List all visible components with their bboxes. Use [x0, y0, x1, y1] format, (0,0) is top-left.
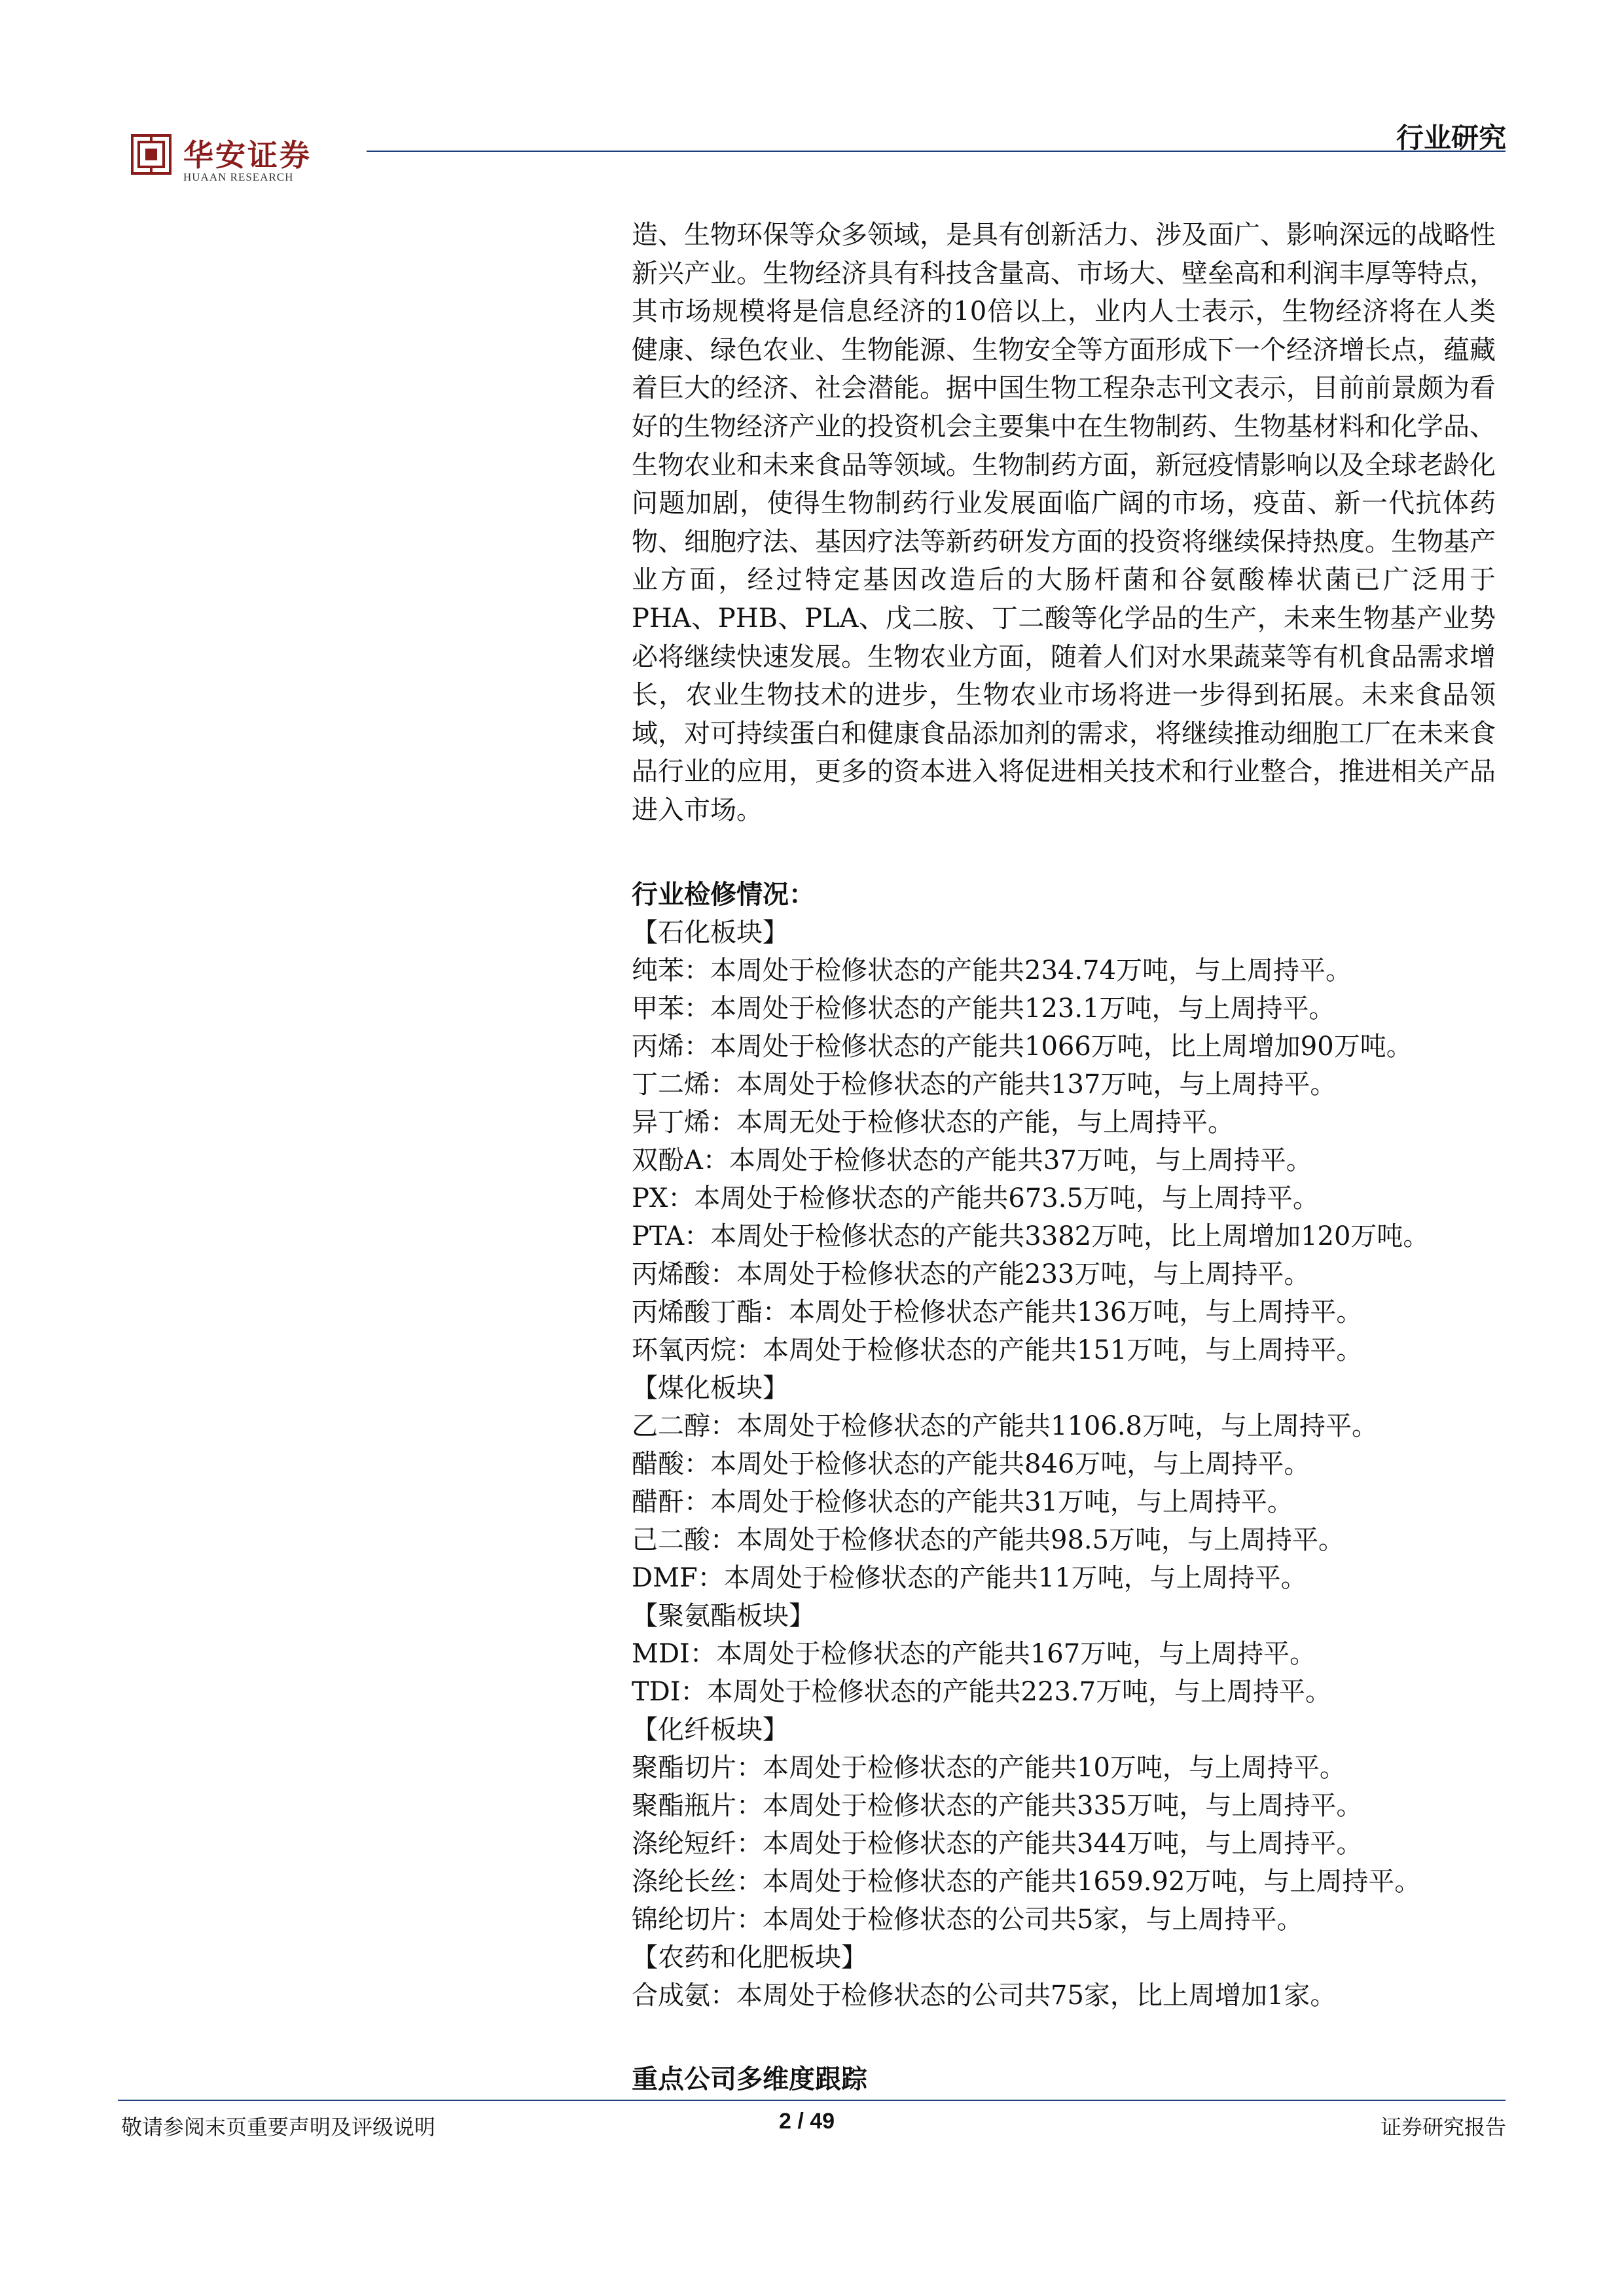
category-label: 【煤化板块】 — [632, 1372, 789, 1403]
footer-divider — [118, 2100, 1506, 2101]
maintenance-sections — [632, 914, 1496, 2015]
list-item: 己二酸：本周处于检修状态的产能共98.5万吨，与上周持平。 — [632, 1524, 1345, 1555]
category-label: 【农药和化肥板块】 — [632, 1942, 867, 1973]
list-item: 异丁烯：本周无处于检修状态的产能，与上周持平。 — [632, 1107, 1234, 1138]
category-label: 【聚氨酯板块】 — [632, 1600, 815, 1631]
key-companies-heading: 重点公司多维度跟踪 — [632, 2063, 867, 2094]
list-item: 双酚A：本周处于检修状态的产能共37万吨，与上周持平。 — [632, 1145, 1312, 1175]
list-item: 涤纶短纤：本周处于检修状态的产能共344万吨，与上周持平。 — [632, 1828, 1363, 1859]
list-item: PTA：本周处于检修状态的产能共3382万吨，比上周增加120万吨。 — [632, 1221, 1430, 1251]
category-label: 【化纤板块】 — [632, 1714, 789, 1745]
list-item: TDI：本周处于检修状态的产能共223.7万吨，与上周持平。 — [632, 1676, 1332, 1707]
footer-report-type: 证券研究报告 — [1380, 2115, 1506, 2140]
logo-seal-icon — [131, 134, 171, 175]
footer-disclaimer: 敬请参阅末页重要声明及评级说明 — [121, 2115, 436, 2140]
list-item: PX：本周处于检修状态的产能共673.5万吨，与上周持平。 — [632, 1183, 1319, 1213]
list-item: 丙烯：本周处于检修状态的产能共1066万吨，比上周增加90万吨。 — [632, 1031, 1413, 1062]
list-item: MDI：本周处于检修状态的产能共167万吨，与上周持平。 — [632, 1638, 1316, 1669]
list-item: 涤纶长丝：本周处于检修状态的产能共1659.92万吨，与上周持平。 — [632, 1866, 1421, 1897]
list-item: 丁二烯：本周处于检修状态的产能共137万吨，与上周持平。 — [632, 1069, 1337, 1100]
list-item: 聚酯切片：本周处于检修状态的产能共10万吨，与上周持平。 — [632, 1752, 1346, 1783]
logo-english-name: HUAAN RESEARCH — [183, 171, 294, 183]
header-divider — [367, 151, 1506, 152]
list-item: 合成氨：本周处于检修状态的公司共75家，比上周增加1家。 — [632, 1980, 1337, 2011]
list-item: 醋酐：本周处于检修状态的产能共31万吨，与上周持平。 — [632, 1486, 1293, 1517]
page-number: 2 / 49 — [779, 2109, 835, 2134]
maintenance-heading: 行业检修情况： — [632, 878, 815, 910]
list-item: 环氧丙烷：本周处于检修状态的产能共151万吨，与上周持平。 — [632, 1335, 1363, 1365]
company-logo — [131, 134, 327, 193]
list-item: DMF：本周处于检修状态的产能共11万吨，与上周持平。 — [632, 1562, 1307, 1593]
list-item: 纯苯：本周处于检修状态的产能共234.74万吨，与上周持平。 — [632, 955, 1352, 986]
intro-paragraph: 造、生物环保等众多领域，是具有创新活力、涉及面广、影响深远的战略性新兴产业。生物经济具有科技含量高、市场大、壁垒高和利润丰厚等特点，其市场规模将是信息经济的10倍以上，业内人士表示，生物经济将在人类健康、绿色农业、生物能源、生物安全等方面形成下一个经济增长点，蕴藏着巨大的经济、社会潜能。据中国生物工程杂志刊文表示，目前前景颇为看好的生物经济产业的投资机会主要集中在生物制药、生物基材料和化学品、生物农业和未来食品等领域。生物制药方面，新冠疫情影响以及全球老龄化问题加剧，使得生物制药行业发展面临广阔的市场，疫苗、新一代抗体药物、细胞疗法、基因疗法等新药研发方面的投资将继续保持热度。生物基产业方面，经过特定基因改造后的大肠杆菌和谷氨酸棒状菌已广泛用于PHA、PHB、PLA、戊二胺、丁二酸等化学品的生产，未来生物基产业势必将继续快速发展。生物农业方面，随着人们对水果蔬菜等有机食品需求增长，农业生物技术的进步，生物农业市场将进一步得到拓展。未来食品领域，对可持续蛋白和健康食品添加剂的需求，将继续推动细胞工厂在未来食品行业的应用，更多的资本进入将促进相关技术和行业整合，推进相关产品进入市场。 — [632, 220, 1496, 825]
list-item: 丙烯酸：本周处于检修状态的产能233万吨，与上周持平。 — [632, 1259, 1310, 1289]
logo-chinese-name: 华安证券 — [183, 137, 312, 173]
list-item: 丙烯酸丁酯：本周处于检修状态产能共136万吨，与上周持平。 — [632, 1297, 1363, 1327]
category-label: 【石化板块】 — [632, 917, 789, 948]
main-content — [632, 216, 1496, 2098]
section-title: 行业研究 — [1396, 122, 1506, 154]
list-item: 聚酯瓶片：本周处于检修状态的产能共335万吨，与上周持平。 — [632, 1790, 1363, 1821]
list-item: 醋酸：本周处于检修状态的产能共846万吨，与上周持平。 — [632, 1448, 1310, 1479]
list-item: 乙二醇：本周处于检修状态的产能共1106.8万吨，与上周持平。 — [632, 1410, 1378, 1441]
page-header — [0, 0, 1624, 183]
list-item: 甲苯：本周处于检修状态的产能共123.1万吨，与上周持平。 — [632, 993, 1335, 1024]
list-item: 锦纶切片：本周处于检修状态的公司共5家，与上周持平。 — [632, 1904, 1303, 1935]
